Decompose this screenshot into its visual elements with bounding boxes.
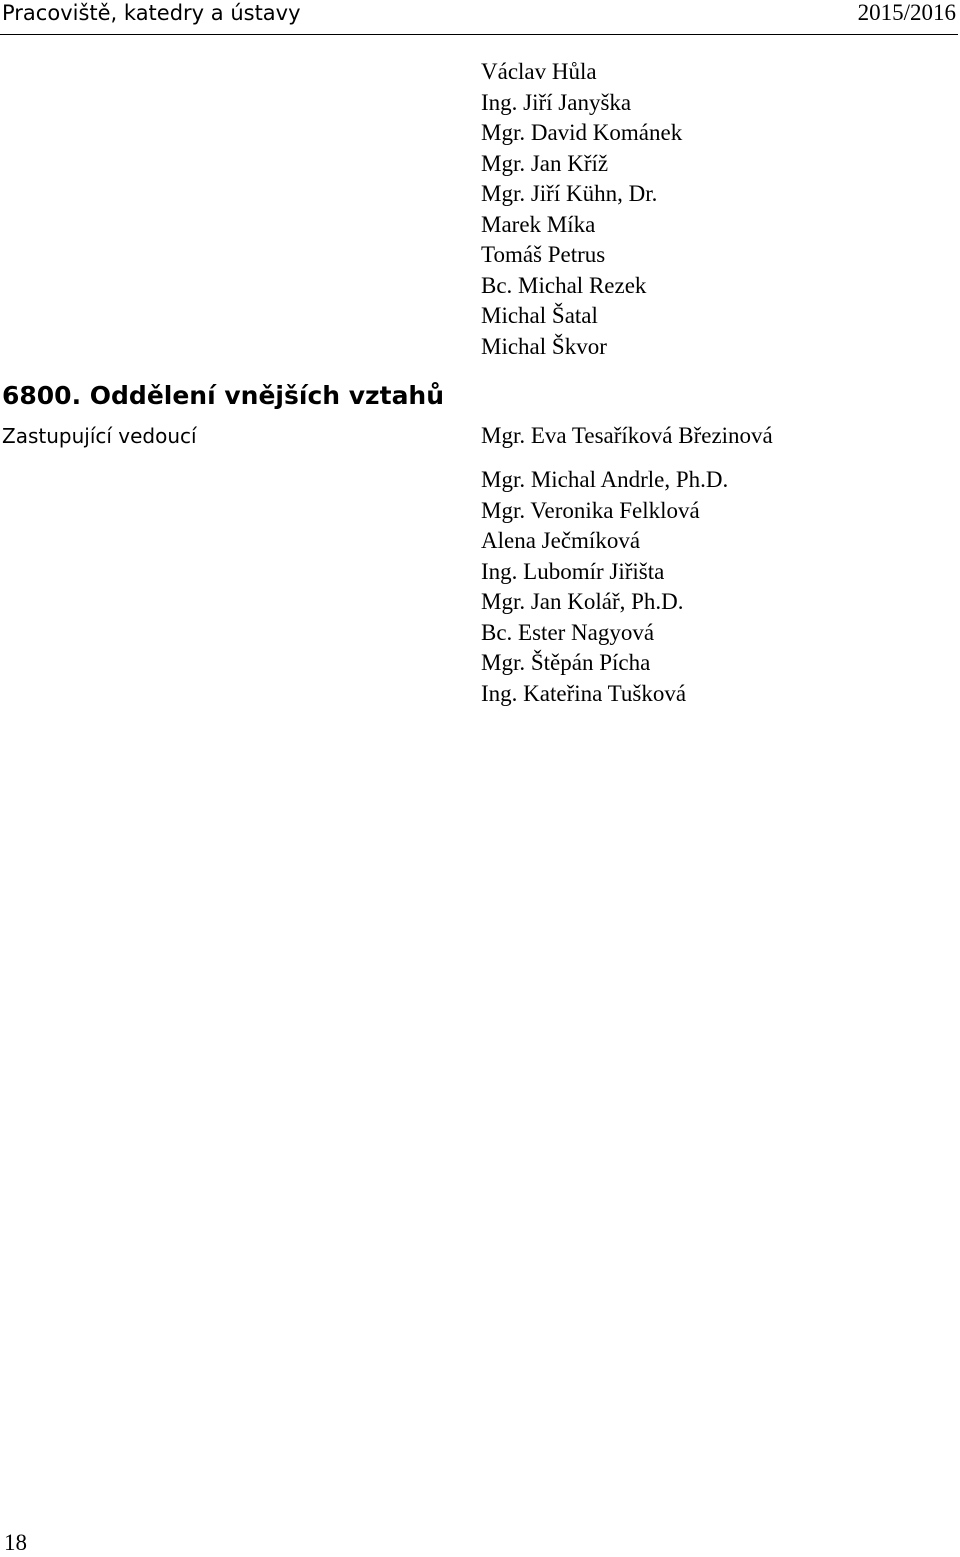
staff-name: Mgr. Veronika Felklová — [481, 497, 700, 523]
header-section-title: Pracoviště, katedry a ústavy — [2, 1, 301, 25]
staff-name: Marek Míka — [481, 211, 596, 237]
staff-name: Mgr. Jiří Kühn, Dr. — [481, 181, 658, 206]
staff-name: Mgr. Štěpán Pícha — [481, 650, 651, 675]
staff-name: Mgr. Jan Kříž — [481, 150, 609, 176]
staff-name: Mgr. Michal Andrle, Ph.D. — [481, 467, 729, 492]
staff-name: Ing. Jiří Janyška — [481, 89, 632, 115]
staff-name: Bc. Ester Nagyová — [481, 619, 655, 645]
staff-name: Michal Šatal — [481, 303, 598, 328]
page-number: 18 — [4, 1530, 27, 1555]
running-header — [0, 0, 958, 35]
staff-name: Ing. Lubomír Jiřišta — [481, 558, 665, 584]
header-academic-year: 2015/2016 — [857, 0, 956, 25]
staff-list-previous-department — [481, 57, 682, 362]
department-heading: 6800. Oddělení vnějších vztahů — [2, 381, 445, 410]
department-staff-list — [481, 465, 728, 709]
staff-name: Michal Škvor — [481, 333, 607, 359]
staff-name: Bc. Michal Rezek — [481, 272, 647, 298]
staff-name: Ing. Kateřina Tušková — [481, 680, 687, 706]
staff-name: Mgr. Jan Kolář, Ph.D. — [481, 589, 684, 614]
staff-name: Václav Hůla — [481, 59, 597, 84]
deputy-head-name: Mgr. Eva Tesaříková Březinová — [481, 423, 773, 448]
deputy-head-label: Zastupující vedoucí — [2, 424, 197, 448]
staff-name: Alena Ječmíková — [481, 528, 641, 553]
staff-name: Tomáš Petrus — [481, 242, 606, 267]
staff-name: Mgr. David Kománek — [481, 120, 683, 145]
